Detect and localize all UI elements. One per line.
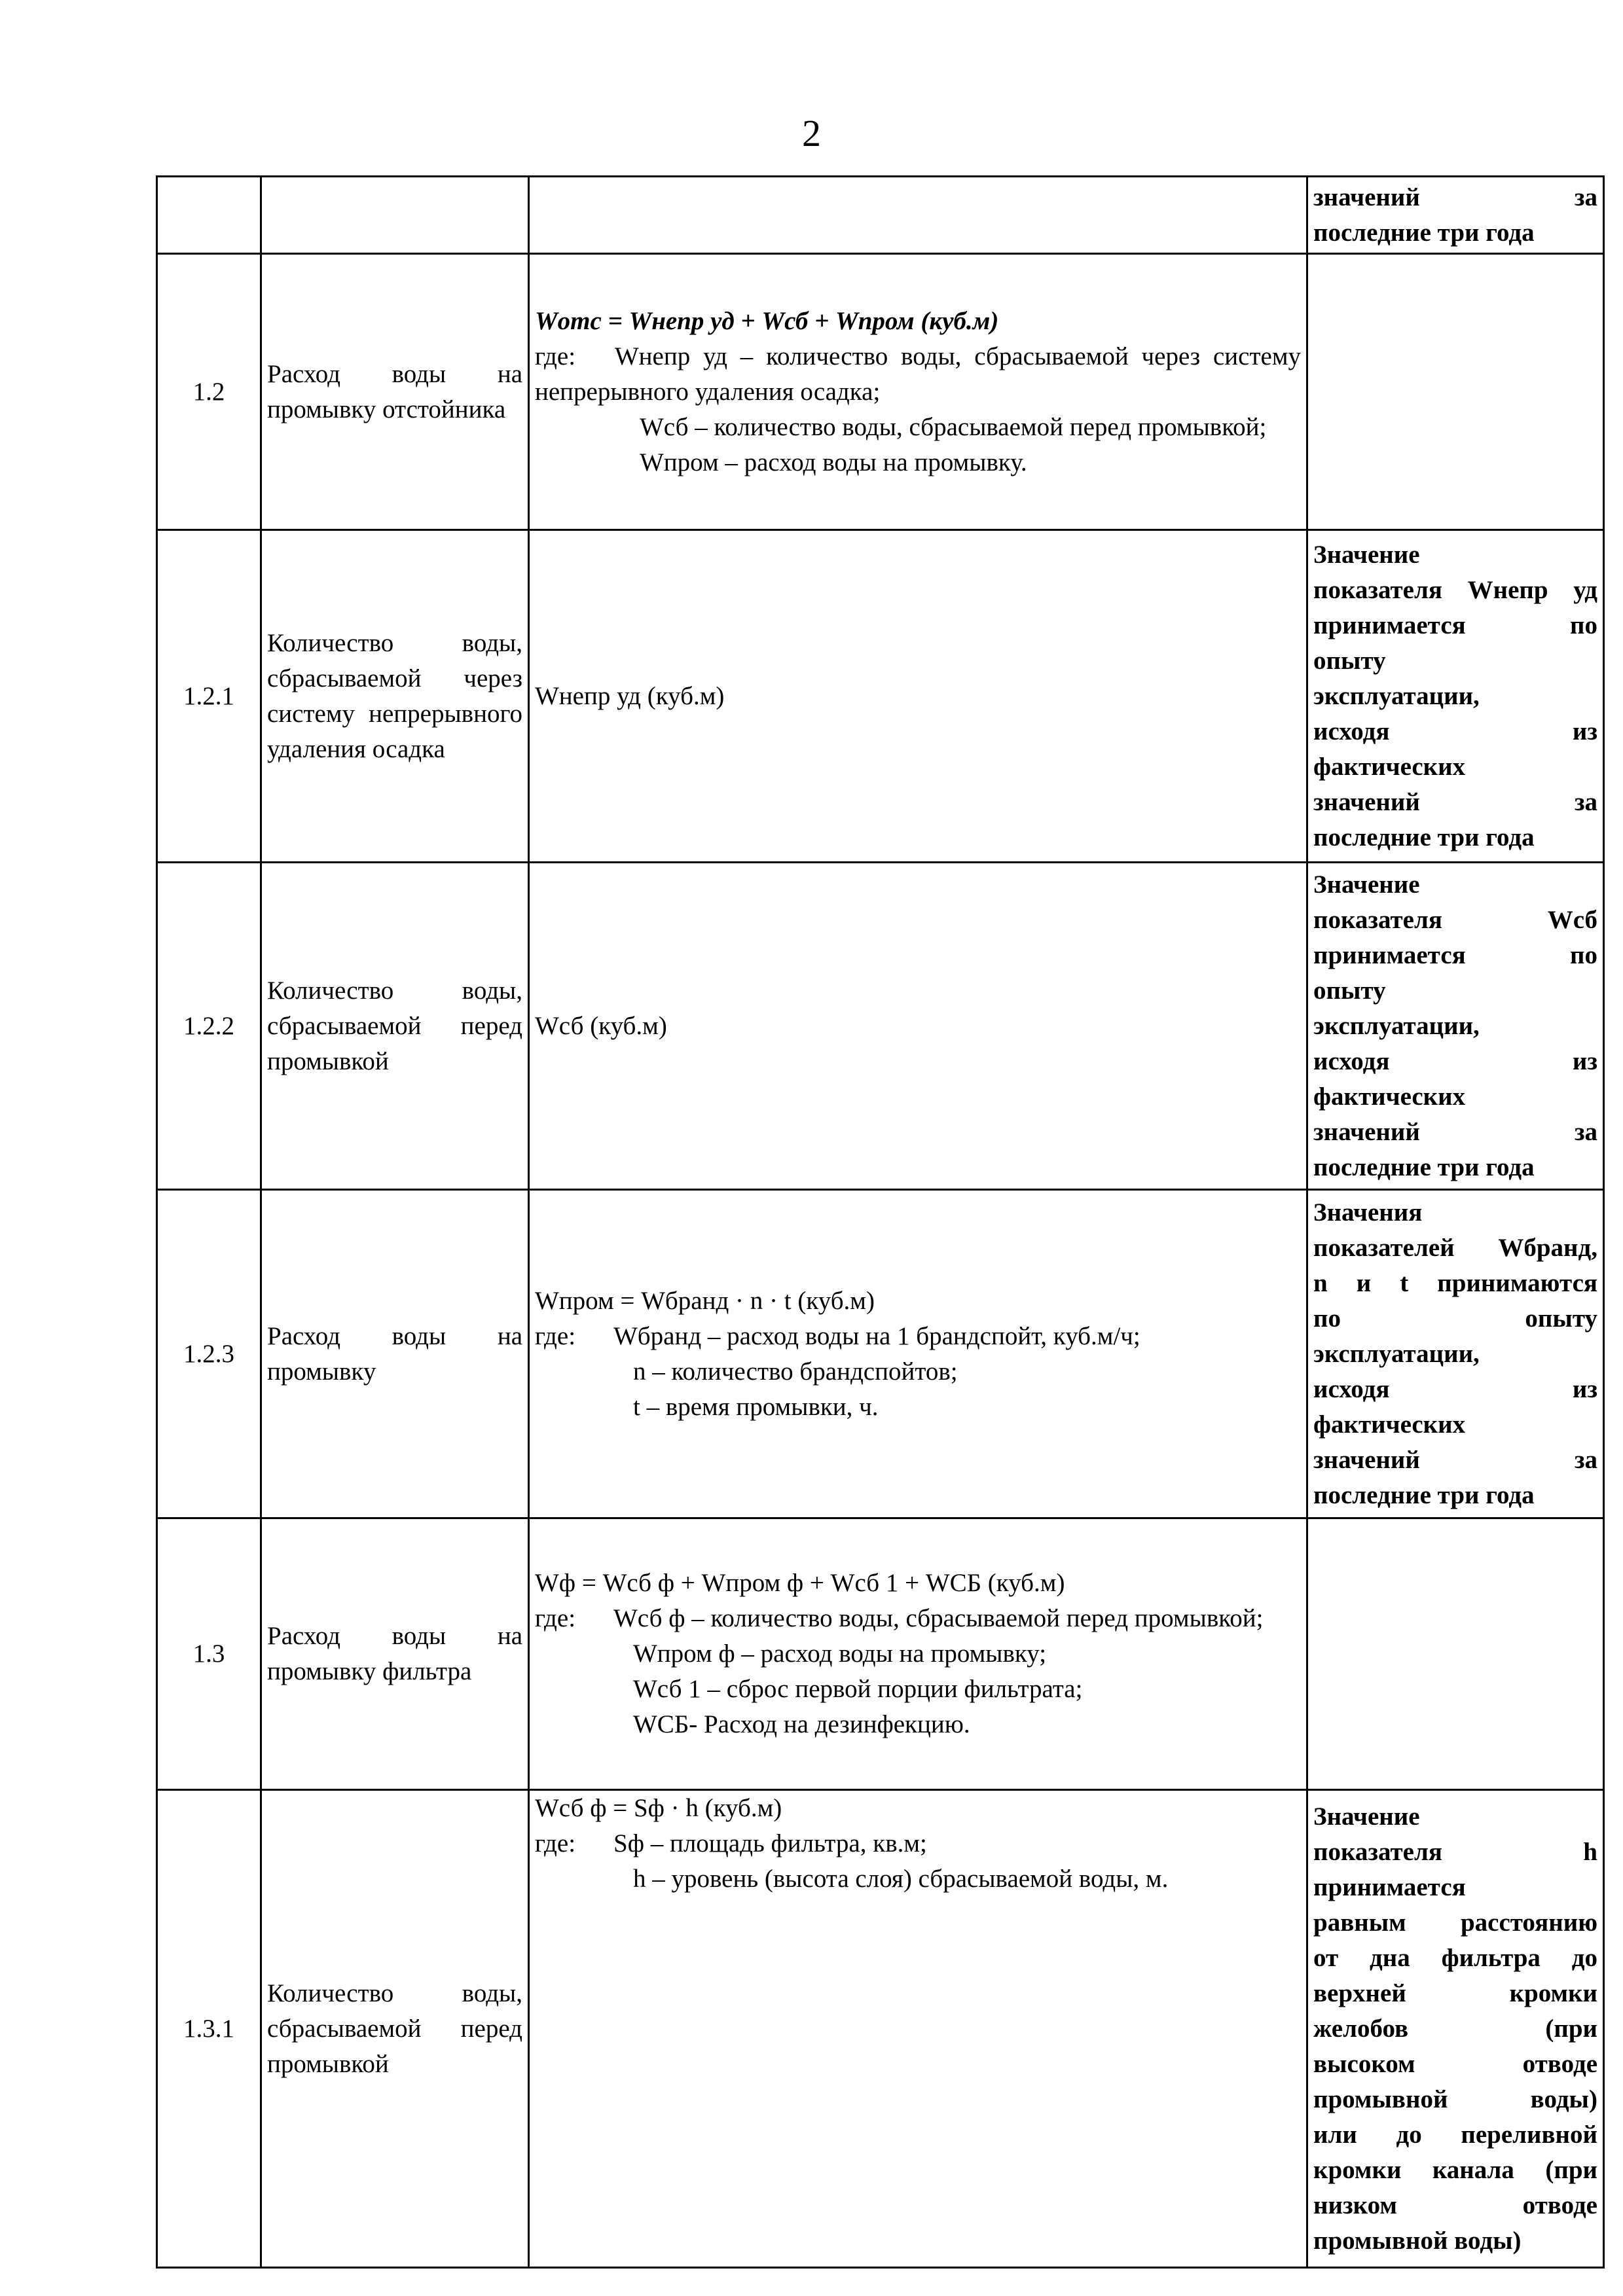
note-line: значений за	[1313, 1445, 1597, 1474]
note-cell	[1307, 530, 1604, 863]
note-line: показателя h	[1313, 1837, 1597, 1866]
note-line: значений за	[1313, 183, 1597, 211]
formula-explanation	[535, 339, 1301, 410]
note-line: показателей Wбранд,	[1313, 1233, 1597, 1262]
note-line: последние три года	[1313, 823, 1535, 852]
parameter-name-cell	[261, 177, 529, 254]
note-line: фактических	[1313, 1082, 1466, 1111]
note-cell	[1307, 1790, 1604, 2268]
row-number-cell: 1.2	[157, 254, 261, 530]
definition-line: Wбранд – расход воды на 1 брандспойт, куб.м/ч;	[613, 1321, 1140, 1350]
definition-line: h – уровень (высота слоя) сбрасываемой воды, м.	[633, 1865, 1169, 1893]
table-row	[157, 1518, 1604, 1790]
note-line: последние три года	[1313, 1153, 1535, 1181]
note-line: высоком отводе	[1313, 2049, 1597, 2078]
definition-line: Sф – площадь фильтра, кв.м;	[613, 1829, 927, 1857]
formula-cell	[529, 177, 1307, 254]
note-line: Значения	[1313, 1198, 1423, 1227]
note-line: кромки канала (при	[1313, 2155, 1597, 2184]
note-line: исходя из	[1313, 717, 1597, 745]
parameter-name-cell: Количество воды, сбрасываемой через систему непрерывного удаления осадка	[261, 530, 529, 863]
parameter-name-cell: Расход воды на промывку отстойника	[261, 254, 529, 530]
note-line: значений за	[1313, 1117, 1597, 1146]
formula-cell	[529, 1790, 1307, 2268]
note-line: показателя Wнепр уд	[1313, 575, 1597, 604]
note-line: эксплуатации,	[1313, 1339, 1480, 1368]
note-cell	[1307, 1518, 1604, 1790]
note-line: n и t принимаются	[1313, 1268, 1597, 1297]
note-line: принимается	[1313, 1873, 1466, 1901]
note-line: Значение	[1313, 870, 1420, 899]
note-cell	[1307, 863, 1604, 1190]
note-line: от дна фильтра до	[1313, 1943, 1597, 1972]
table-row	[157, 1790, 1604, 2268]
definition-line: Wпром – расход воды на промывку.	[640, 448, 1027, 476]
note-line: показателя Wсб	[1313, 905, 1597, 934]
row-number-cell: 1.2.2	[157, 863, 261, 1190]
note-line: Значение	[1313, 540, 1420, 569]
parameter-name-cell: Количество воды, сбрасываемой перед промывкой	[261, 1790, 529, 2268]
formula-equation: Wотс = Wнепр уд + Wсб + Wпром (куб.м)	[535, 306, 999, 335]
note-line: исходя из	[1313, 1047, 1597, 1075]
definition-line: Wнепр уд – количество воды, сбрасываемой через систему непрерывного удаления осадка;	[535, 342, 1302, 406]
formula-cell	[529, 1518, 1307, 1790]
note-line: значений за	[1313, 787, 1597, 816]
note-line: промывной воды)	[1313, 2085, 1597, 2113]
row-number-cell: 1.2.3	[157, 1190, 261, 1518]
formula-explanation	[535, 1601, 1301, 1636]
formula-cell	[529, 254, 1307, 530]
row-number-cell: 1.3	[157, 1518, 261, 1790]
formula-cell	[529, 1190, 1307, 1518]
where-label: где:	[535, 1604, 576, 1632]
definition-line: Wпром ф – расход воды на промывку;	[633, 1640, 1047, 1668]
row-number-cell: 1.3.1	[157, 1790, 261, 2268]
formula-cell	[529, 863, 1307, 1190]
table-row	[157, 177, 1604, 254]
formula-equation: Wнепр уд (куб.м)	[535, 681, 725, 710]
where-label: где:	[535, 1321, 576, 1350]
note-line: эксплуатации,	[1313, 681, 1480, 710]
row-number-cell	[157, 177, 261, 254]
where-label: где:	[535, 1829, 576, 1857]
table-row	[157, 1190, 1604, 1518]
definition-line: WСБ- Расход на дезинфекцию.	[633, 1710, 970, 1738]
note-cell	[1307, 1190, 1604, 1518]
parameter-name-cell: Количество воды, сбрасываемой перед промывкой	[261, 863, 529, 1190]
note-line: низком отводе	[1313, 2191, 1597, 2219]
formula-explanation	[535, 1319, 1301, 1354]
formula-equation: Wсб (куб.м)	[535, 1011, 667, 1040]
note-cell	[1307, 177, 1604, 254]
note-line: желобов (при	[1313, 2014, 1597, 2043]
definition-line: t – время промывки, ч.	[633, 1392, 879, 1421]
note-cell	[1307, 254, 1604, 530]
formula-equation: Wпром = Wбранд · n · t (куб.м)	[535, 1286, 875, 1315]
table-row	[157, 254, 1604, 530]
note-line: фактических	[1313, 1410, 1466, 1439]
where-label: где:	[535, 342, 576, 370]
table-row	[157, 863, 1604, 1190]
note-line: по опыту	[1313, 1304, 1597, 1333]
formula-cell	[529, 530, 1307, 863]
definition-line: Wсб 1 – сброс первой порции фильтрата;	[633, 1675, 1083, 1703]
formula-equation: Wсб ф = Sф · h (куб.м)	[535, 1794, 782, 1822]
parameter-name-cell: Расход воды на промывку фильтра	[261, 1518, 529, 1790]
note-line: последние три года	[1313, 218, 1535, 247]
note-line: фактических	[1313, 752, 1466, 781]
note-line: эксплуатации,	[1313, 1011, 1480, 1040]
note-line: принимается по	[1313, 611, 1597, 639]
methodology-table	[156, 175, 1605, 2269]
formula-equation: Wф = Wсб ф + Wпром ф + Wсб 1 + WСБ (куб.м)	[535, 1569, 1065, 1597]
definition-line: Wсб ф – количество воды, сбрасываемой перед промывкой;	[613, 1604, 1264, 1632]
note-line: Значение	[1313, 1802, 1420, 1831]
definition-line: n – количество брандспойтов;	[633, 1357, 958, 1386]
page-number: 2	[802, 112, 821, 154]
row-number-cell: 1.2.1	[157, 530, 261, 863]
note-line: промывной воды)	[1313, 2226, 1522, 2255]
note-line: опыту	[1313, 976, 1386, 1005]
definition-line: Wсб – количество воды, сбрасываемой перед промывкой;	[640, 412, 1267, 441]
table-row	[157, 530, 1604, 863]
note-line: последние три года	[1313, 1480, 1535, 1509]
note-line: принимается по	[1313, 941, 1597, 969]
note-line: верхней кромки	[1313, 1979, 1597, 2007]
note-line: равным расстоянию	[1313, 1908, 1597, 1937]
parameter-name-cell: Расход воды на промывку	[261, 1190, 529, 1518]
note-line: опыту	[1313, 646, 1386, 675]
note-line: или до переливной	[1313, 2120, 1597, 2149]
formula-explanation	[535, 1826, 1301, 1861]
note-line: исходя из	[1313, 1374, 1597, 1403]
